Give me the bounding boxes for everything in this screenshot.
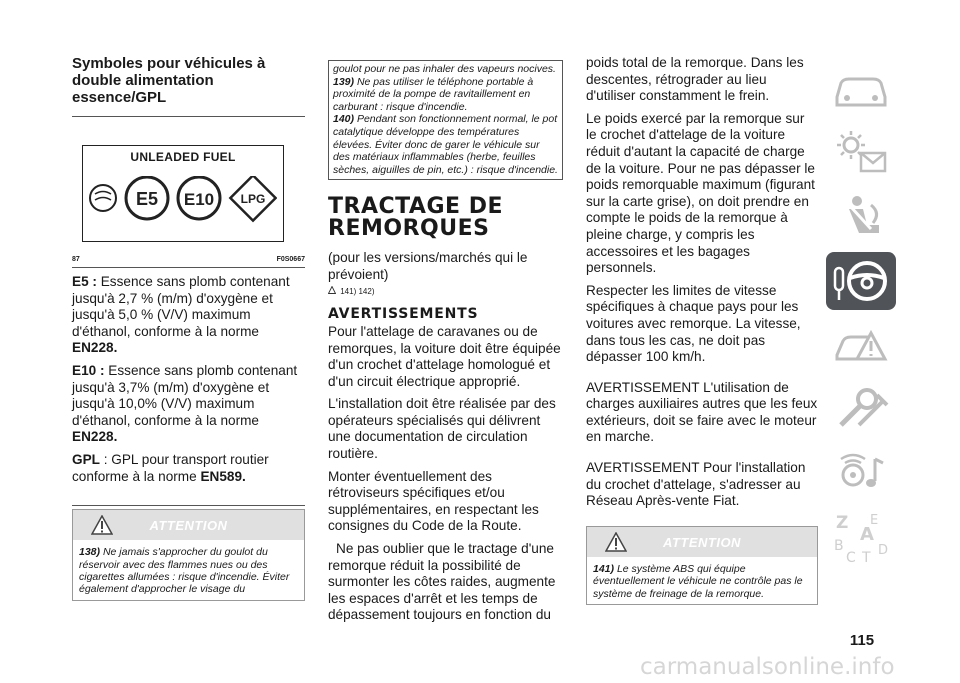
fuel-symbols-figure xyxy=(72,145,305,250)
e5-definition: E5 : Essence sans plomb contenant jusqu'à 2,7 % (m/m) d'oxygène et jusqu'à 5,0 % (V/V) maximum d'éthanol, conforme à la norme EN228. xyxy=(72,274,290,356)
towing-paragraphs-cont xyxy=(586,55,818,510)
paragraph: poids total de la remorque. Dans les descentes, rétrograder au lieu d'utiliser constamment le frein. xyxy=(586,55,804,104)
tab-starting-driving[interactable] xyxy=(826,252,896,310)
page-number: 115 xyxy=(849,632,875,649)
divider xyxy=(72,267,305,268)
towing-paragraphs xyxy=(328,324,563,624)
tab-warning-lights[interactable] xyxy=(826,124,896,182)
emergency-icon xyxy=(831,321,891,369)
warning-paragraph: AVERTISSEMENT Pour l'installation du crochet d'attelage, s'adresser au Réseau Après-vente Fiat. xyxy=(586,460,806,509)
attention-header xyxy=(587,527,817,557)
fuel-definitions xyxy=(72,274,305,485)
index-letter: E xyxy=(870,513,879,528)
divider xyxy=(72,116,305,117)
e10-definition: E10 : Essence sans plomb contenant jusqu'à 3,7% (m/m) d'oxygène et jusqu'à 10,0% (V/V) maximum d'éthanol, conforme à la norme EN228. xyxy=(72,362,298,445)
warning-paragraph: AVERTISSEMENT L'utilisation de charges auxiliaires autres que les feux extérieurs, doit se faire avec le moteur en marche. xyxy=(586,379,818,445)
paragraph: Monter éventuellement des rétroviseurs spécifiques et/ou supplémentaires, en respectant les consignes du Code de la Route. xyxy=(328,468,539,534)
tab-car[interactable] xyxy=(826,60,896,118)
multimedia-icon xyxy=(831,449,891,497)
attention-box xyxy=(72,509,305,601)
column-1 xyxy=(72,55,305,601)
column-3 xyxy=(586,55,818,605)
note-140: Pendant son fonctionnement normal, le pot catalytique développe des températures élevées. Éviter donc de garer le véhicule sur des matériaux inflammables (herbe, feuilles sèches, aiguilles de pin, etc.) : risque d'incendie. xyxy=(333,113,558,176)
tab-index[interactable] xyxy=(826,508,896,566)
warning-small-icon xyxy=(328,286,336,294)
tab-multimedia[interactable] xyxy=(826,444,896,502)
attention-title: ATTENTION xyxy=(663,534,741,550)
index-letter: C xyxy=(846,550,856,564)
attention-text: 138) Ne jamais s'approcher du goulot du réservoir avec des flammes nues ou des cigarettes allumées : risque d'incendie. Éviter également d'approcher le visage du xyxy=(79,546,290,596)
index-letter: Z xyxy=(836,513,849,533)
index-letter: T xyxy=(862,550,871,564)
chapter-title: TRACTAGE DE REMORQUES xyxy=(328,194,503,242)
figure-caption xyxy=(72,256,305,263)
continued-warning-box: goulot pour ne pas inhaler des vapeurs nocives. 139) Ne pas utiliser le téléphone portable à proximité de la pompe de ravitaillement en carburant : risque d'incendie. 140) Pendant son fonctionnement normal, le pot catalytique développe des températures élevées. Éviter donc de garer le véhicule sur des matériaux inflammables (herbe, feuilles sèches, aiguilles de pin, etc.) : risque d'incendie. xyxy=(328,60,563,180)
e10-symbol: E10 xyxy=(183,190,215,209)
index-letter: A xyxy=(860,524,874,545)
fuel-symbols-graphic xyxy=(89,176,277,236)
divider xyxy=(72,505,305,506)
watermark: carmanualsonline.info xyxy=(640,654,895,680)
sub-heading: AVERTISSEMENTS xyxy=(328,305,479,322)
e5-symbol: E5 xyxy=(135,189,159,209)
paragraph: Ne pas oublier que le tractage d'une remorque réduit la possibilité de surmonter les côtes raides, augmente les espaces d'arrêt et les temps de dépassement toujours en fonction du xyxy=(328,541,556,623)
steering-wheel-icon xyxy=(829,256,893,306)
tab-emergency[interactable] xyxy=(826,316,896,374)
chapter-nav xyxy=(826,60,896,572)
seat-safety-icon xyxy=(831,193,891,241)
maintenance-icon xyxy=(831,385,891,433)
tab-safety[interactable] xyxy=(826,188,896,246)
index-letter: B xyxy=(834,538,844,554)
note-139: Ne pas utiliser le téléphone portable à proximité de la pompe de ravitaillement en carburant : risque d'incendie. xyxy=(333,75,534,113)
column-2 xyxy=(328,60,563,630)
figure-code: F0S0667 xyxy=(276,256,305,263)
attention-box xyxy=(586,526,818,605)
figure-frame xyxy=(82,145,284,242)
warning-lights-icon xyxy=(831,129,891,177)
paragraph: Le poids exercé par la remorque sur le crochet d'attelage de la voiture réduit d'autant la capacité de charge de la voiture. Pour ne pas dépasser le poids remorquable maximum (figurant sur la carte grise), on doit prendre en compte le poids de la remorque à pleine charge, y compris les accessoires et les bagages personnels. xyxy=(586,110,815,276)
attention-title: ATTENTION xyxy=(149,518,228,534)
index-icon xyxy=(830,510,892,564)
continued-text: goulot pour ne pas inhaler des vapeurs nocives. xyxy=(333,63,556,75)
index-letter: D xyxy=(878,543,889,558)
references: 141) 142) xyxy=(328,286,563,296)
lpg-symbol: LPG xyxy=(240,192,266,206)
paragraph: L'installation doit être réalisée par des opérateurs spécialisés qui délivrent une documentation de circulation routière. xyxy=(328,396,556,462)
figure-title: UNLEADED FUEL xyxy=(130,150,236,164)
intro-text: (pour les versions/marchés qui le prévoient) xyxy=(328,250,528,282)
paragraph: Respecter les limites de vitesse spécifiques à chaque pays pour les voitures avec remorque. La vitesse, dans tous les cas, ne doit pas dépasser 100 km/h. xyxy=(586,282,801,365)
car-icon xyxy=(831,67,891,111)
gpl-definition: GPL : GPL pour transport routier conforme à la norme EN589. xyxy=(72,451,269,484)
paragraph: Pour l'attelage de caravanes ou de remorques, la voiture doit être équipée d'un crochet d'attelage homologué et d'un circuit électrique approprié. xyxy=(328,323,561,389)
figure-number: 87 xyxy=(72,256,80,263)
section-heading: Symboles pour véhicules à double alimentation essence/GPL xyxy=(72,55,266,106)
attention-header xyxy=(73,510,304,540)
attention-text: 141) Le système ABS qui équipe éventuellement le véhicule ne contrôle pas le système de freinage de la remorque. xyxy=(593,562,803,600)
tab-maintenance[interactable] xyxy=(826,380,896,438)
